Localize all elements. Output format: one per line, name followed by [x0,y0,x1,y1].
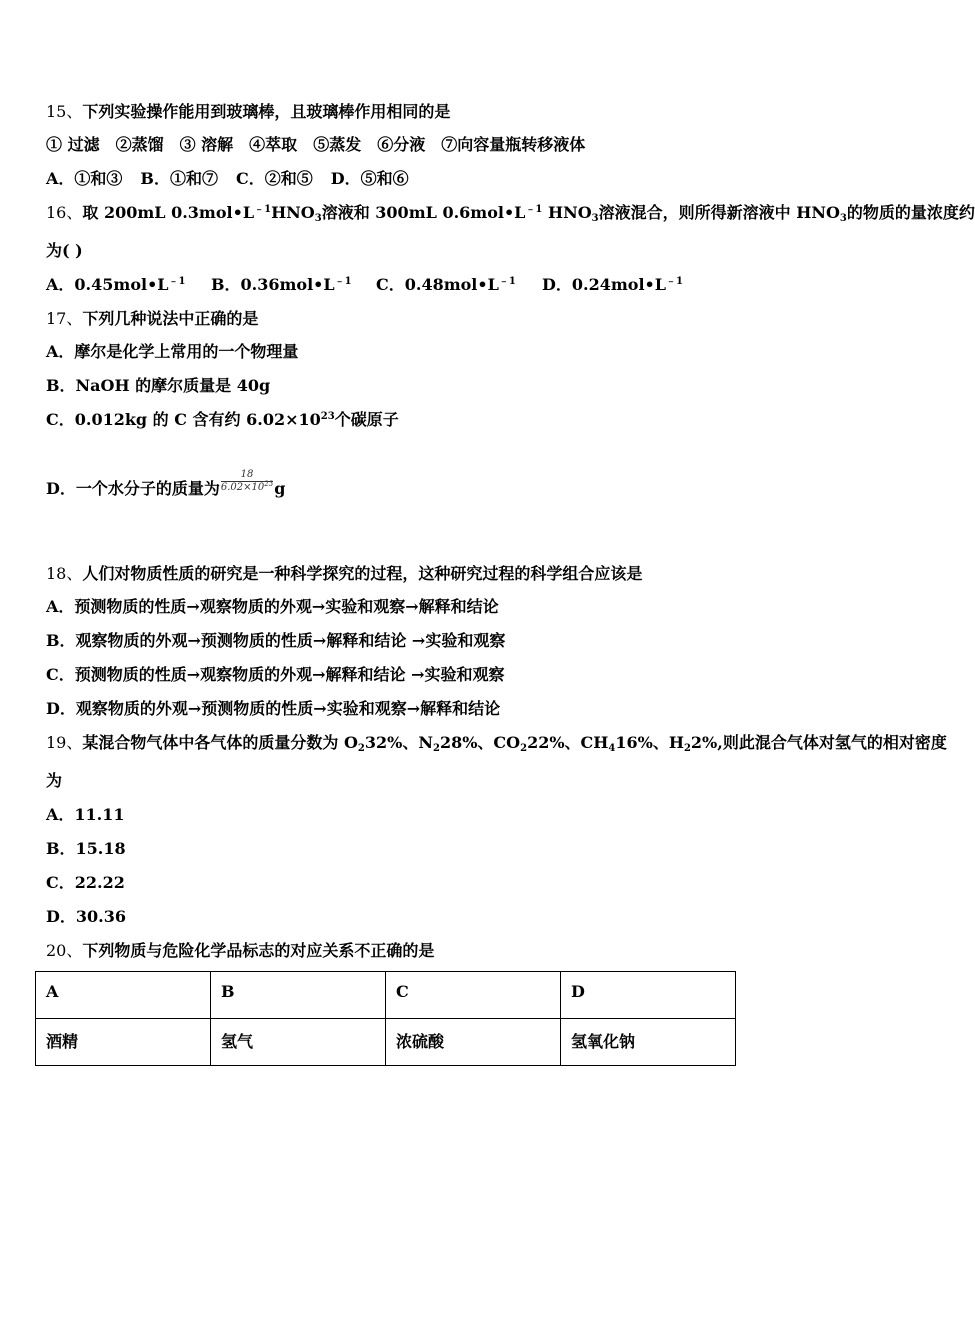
q17-option-b: B．NaOH 的摩尔质量是 40g [46,376,271,395]
q18-stem: 18、人们对物质性质的研究是一种科学探究的过程，这种研究过程的科学组合应该是 [46,564,643,583]
q15-option-b: B．①和⑦ [140,169,218,188]
q17-option-a: A．摩尔是化学上常用的一个物理量 [46,342,299,361]
q18-number: 18、 [46,564,83,583]
q15-options [46,169,409,189]
q19-option-b: B．15.18 [46,839,126,858]
table-header-a: A [36,972,211,1019]
water-mass-fraction: $\frac{18}{6.02\times 10^{23}}$ [220,469,274,493]
q17-stem: 17、下列几种说法中正确的是 [46,309,259,328]
q19-option-d: D．30.36 [46,907,126,926]
q16-option-d: D．$0.24mol•L^{﹣1}$ [542,275,683,294]
q17-option-c: C．0.012kg 的 C 含有约 $6.02\times 10^{23}$个碳原子 [46,410,399,429]
q15-stem: 15、下列实验操作能用到玻璃棒，且玻璃棒作用相同的是 [46,102,451,121]
table-cell-d: 氢氧化钠 [561,1019,736,1066]
q18-option-b: B．观察物质的外观→预测物质的性质→解释和结论 →实验和观察 [46,631,506,650]
q20-table [35,971,736,1066]
q15-option-c: C．②和⑤ [235,169,313,188]
table-row [36,1019,736,1066]
q16-option-b: B．$0.36mol•L^{﹣1}$ [211,275,352,294]
q16-option-a: A．$0.45mol•L^{﹣1}$ [46,275,186,294]
table-row [36,972,736,1019]
table-cell-b: 氢气 [211,1019,386,1066]
q15-option-d: D．⑤和⑥ [330,169,409,188]
q19-stem: 19、某混合物气体中各气体的质量分数为 $O_232\%$、$N_228\%$、$CO_222\%$、$CH_416\%$、$H_22\%$,则此混合气体对氢气的相对密度 [46,733,947,754]
q18-option-a: A．预测物质的性质→观察物质的外观→实验和观察→解释和结论 [46,597,499,616]
table-cell-a: 酒精 [36,1019,211,1066]
q19-option-a: A．11.11 [46,805,125,824]
q15-items: ① 过滤 ②蒸馏 ③ 溶解 ④萃取 ⑤蒸发 ⑥分液 ⑦向容量瓶转移液体 [46,135,586,154]
q16-stem-line2: 为( ) [46,241,83,260]
q17-option-d: D．一个水分子的质量为 $\frac{18}{6.02\times 10^{23}}$ g [46,469,286,498]
q15-number: 15、 [46,102,83,121]
q16-option-c: C．$0.48mol•L^{﹣1}$ [376,275,516,294]
q20-stem: 20、下列物质与危险化学品标志的对应关系不正确的是 [46,941,435,960]
q16-number: 16、 [46,203,83,222]
q19-stem-line2: 为 [46,771,63,790]
q20-number: 20、 [46,941,83,960]
q15-option-a: A．①和③ [46,169,123,188]
table-header-c: C [386,972,561,1019]
q18-option-d: D．观察物质的外观→预测物质的性质→实验和观察→解释和结论 [46,699,501,718]
q16-stem: 16、取 200mL $0.3mol•L^{﹣1}HNO_3$溶液和 300mL $0.6mol•L^{﹣1}$ $HNO_3$溶液混合，则所得新溶液中 $HNO_3$的物质的量浓度约 [46,203,975,224]
q19-number: 19、 [46,733,83,752]
q19-option-c: C．22.22 [46,873,125,892]
table-header-b: B [211,972,386,1019]
q17-number: 17、 [46,309,83,328]
table-header-d: D [561,972,736,1019]
q18-option-c: C．预测物质的性质→观察物质的外观→解释和结论 →实验和观察 [46,665,505,684]
table-cell-c: 浓硫酸 [386,1019,561,1066]
